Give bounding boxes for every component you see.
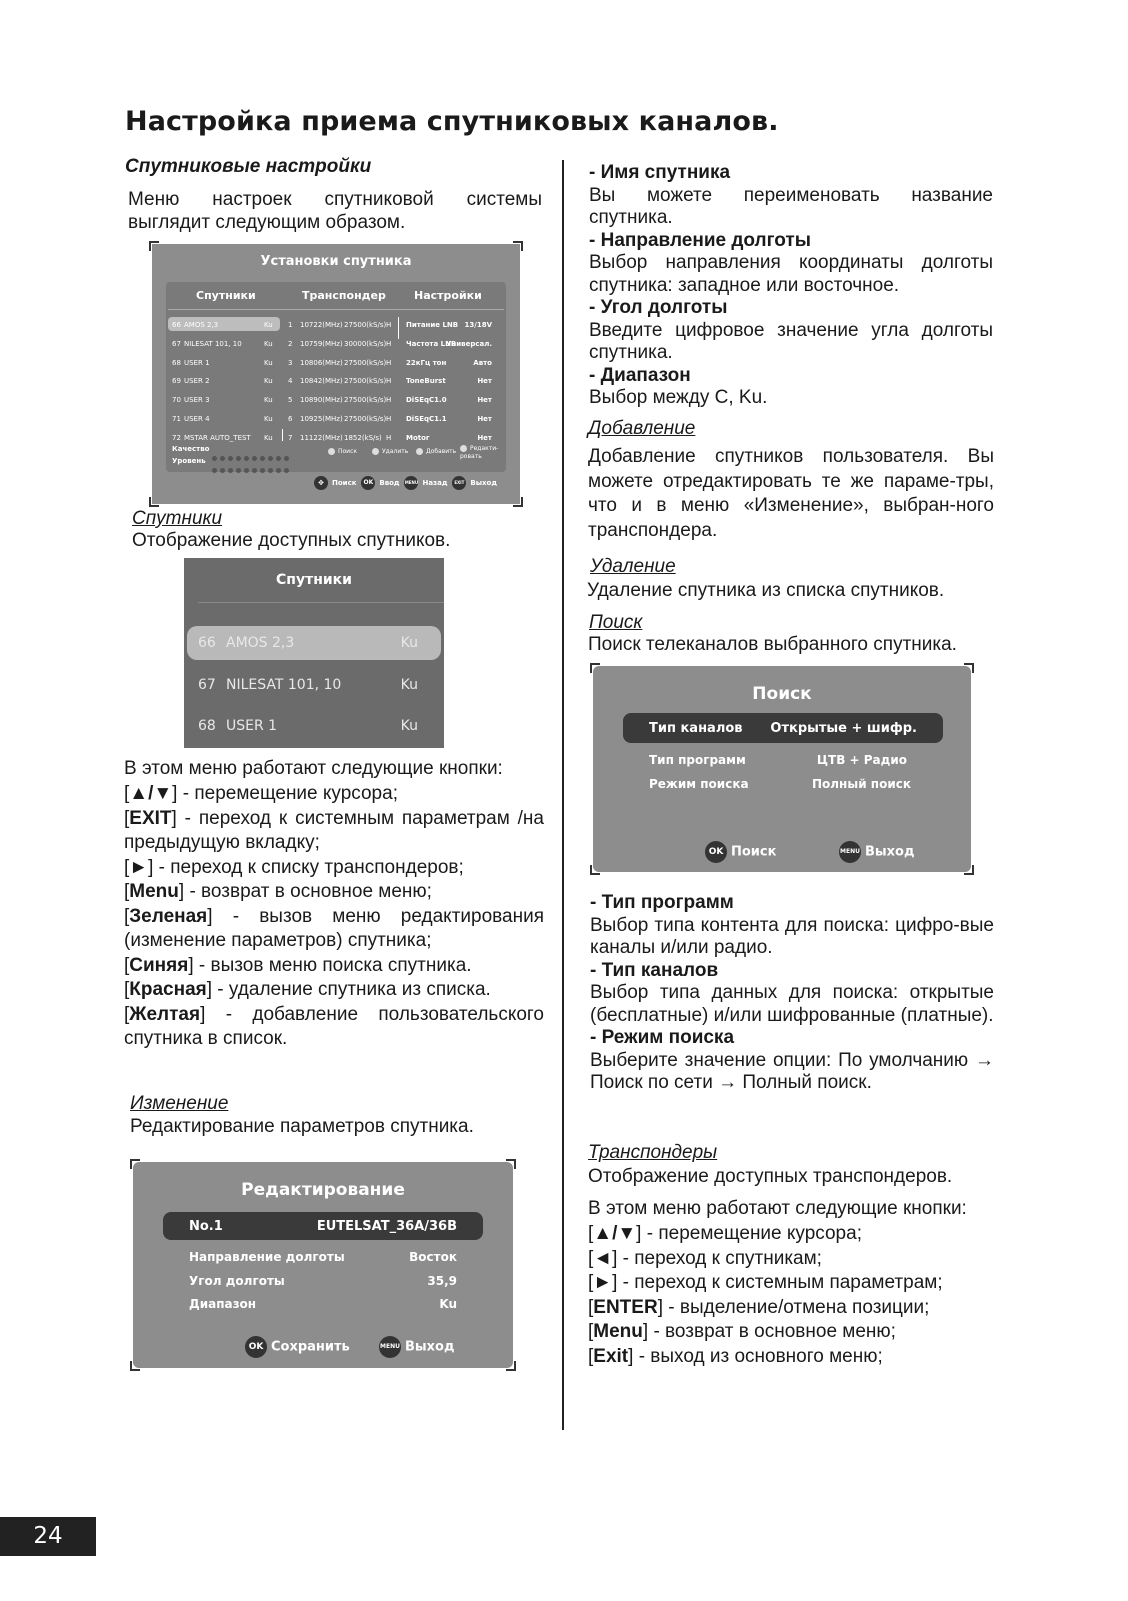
tp-symbolrate: 27500(kS/s) — [344, 415, 387, 423]
row-key: Тип каналов — [649, 720, 743, 736]
exit-icon: EXIT — [452, 476, 466, 490]
key-item: [►] - переход к системным параметрам; — [588, 1272, 943, 1293]
row-value: Восток — [409, 1250, 457, 1264]
sat-band: Ku — [264, 377, 273, 386]
key-name: ▲/▼ — [129, 783, 173, 804]
sat-band: Ku — [264, 339, 273, 348]
sat-name: USER 1 — [184, 358, 210, 367]
param-desc: Вы можете переименовать название спутника. — [589, 184, 993, 228]
param-title: - Режим поиска — [590, 1027, 735, 1048]
screen-title: Поиск — [752, 684, 812, 704]
edit-row-angle[interactable] — [163, 1270, 483, 1292]
add-desc: Добавление спутников пользователя. Вы можете отредактировать те же параме-тры, что и в меню «Изменение», выбран-ного транспондера. — [588, 446, 994, 541]
key-description: - выход из основного меню; — [633, 1345, 883, 1367]
setup-row[interactable] — [166, 433, 506, 447]
row-value: 35,9 — [427, 1274, 457, 1288]
tp-polarity: H — [386, 433, 392, 442]
menu-icon: MENU — [379, 1336, 401, 1358]
row-key: Направление долготы — [189, 1250, 345, 1264]
search-row-channel-type[interactable] — [623, 713, 943, 743]
tp-number: 2 — [288, 339, 293, 348]
tp-number: 4 — [288, 377, 293, 386]
sat-number: 69 — [172, 377, 181, 386]
ok-icon: OK — [245, 1336, 267, 1358]
setting-key: DiSEqC1.0 — [406, 396, 447, 405]
setting-key: DiSEqC1.1 — [406, 415, 447, 423]
search-row-program-type[interactable] — [623, 749, 943, 771]
exit-hint[interactable]: MENU Выход — [839, 841, 914, 863]
delete-desc: Удаление спутника из списка спутников. — [587, 580, 945, 601]
left-key-list — [124, 782, 544, 1052]
right-keys-intro: В этом меню работают следующие кнопки: — [588, 1198, 967, 1219]
tp-symbolrate: 27500(kS/s) — [344, 396, 387, 405]
satellites-desc: Отображение доступных спутников. — [132, 530, 451, 551]
sat-name: USER 3 — [184, 396, 210, 405]
green-delete-button[interactable]: Удалить — [372, 448, 408, 455]
intro-text: Меню настроек спутниковой системы выглядит следующим образом. — [128, 189, 542, 233]
tp-polarity: H — [386, 415, 392, 423]
sat-number: 71 — [172, 415, 181, 423]
tp-frequency: 10925(MHz) — [300, 415, 343, 423]
transponders-subtitle: Транспондеры — [588, 1142, 718, 1163]
sat-number: 67 — [198, 676, 216, 693]
key-item: [ENTER] - выделение/отмена позиции; — [588, 1296, 930, 1318]
setting-value: Нет — [477, 377, 492, 386]
key-item: [Menu] - возврат в основное меню; — [124, 881, 432, 902]
sat-number: 68 — [198, 718, 216, 734]
param-title: - Диапазон — [589, 364, 691, 386]
setup-row[interactable] — [166, 358, 506, 372]
column-divider — [562, 160, 564, 1430]
sat-band: Ku — [400, 676, 418, 693]
key-name: Зеленая — [129, 905, 208, 927]
tp-number: 3 — [288, 358, 293, 367]
key-item: [▲/▼] - перемещение курсора; — [588, 1223, 862, 1244]
tp-polarity: H — [386, 339, 392, 348]
setup-row[interactable] — [166, 320, 506, 334]
sat-number: 67 — [172, 339, 181, 348]
nav-bar: ✥ Поиск OK Ввод MENU Назад EXIT Выход — [314, 476, 497, 490]
level-label: Уровень — [172, 457, 206, 465]
setting-value: Нет — [477, 415, 492, 423]
keys-intro: В этом меню работают следующие кнопки: — [124, 758, 503, 779]
tp-polarity: H — [386, 377, 392, 386]
key-name: Exit — [593, 1345, 629, 1367]
key-description: - выделение/отмена позиции; — [662, 1296, 930, 1318]
right-key-list — [588, 1222, 1008, 1369]
sat-band: Ku — [264, 415, 273, 423]
search-row-mode[interactable] — [623, 773, 943, 795]
screen-title: Установки спутника — [260, 254, 412, 269]
row-value: Открытые + шифр. — [770, 720, 917, 736]
menu-icon: MENU — [839, 841, 861, 863]
key-item: [▲/▼] - перемещение курсора; — [124, 783, 398, 804]
sat-number: 72 — [172, 433, 181, 442]
tp-frequency: 10759(MHz) — [300, 339, 343, 348]
key-item: [Красная] - удаление спутника из списка. — [124, 979, 491, 1000]
screen-title: Редактирование — [241, 1180, 405, 1200]
save-hint[interactable]: OK Сохранить — [245, 1336, 350, 1358]
sat-name: USER 4 — [184, 415, 210, 423]
setting-key: ToneBurst — [406, 377, 446, 386]
key-description: - переход к спутникам; — [617, 1247, 822, 1269]
tp-symbolrate: 30000(kS/s) — [344, 339, 387, 348]
param-title: - Тип программ — [590, 892, 734, 913]
tp-frequency: 11122(MHz) — [300, 433, 343, 442]
right-params-2 — [590, 892, 994, 1095]
setting-value: 13/18V — [464, 321, 492, 329]
sat-band: Ku — [264, 433, 273, 442]
satellite-row[interactable] — [184, 670, 444, 700]
page-number: 24 — [0, 1517, 96, 1556]
transponders-desc: Отображение доступных транспондеров. — [588, 1166, 953, 1187]
tp-symbolrate: 27500(kS/s) — [344, 377, 387, 386]
setting-value: Универсал. — [446, 339, 492, 348]
sat-name: AMOS 2,3 — [226, 635, 295, 651]
key-description: - перемещение курсора; — [177, 783, 398, 804]
section-title: Спутниковые настройки — [125, 156, 372, 177]
key-description: - вызов меню поиска спутника. — [193, 954, 472, 976]
key-item: [Exit] - выход из основного меню; — [588, 1345, 883, 1367]
level-meter — [212, 458, 292, 477]
tp-symbolrate: 27500(kS/s) — [344, 321, 387, 329]
key-name: ► — [129, 856, 149, 878]
navigate-icon: ✥ — [314, 476, 328, 490]
quality-label: Качество — [172, 445, 210, 453]
param-title: - Имя спутника — [589, 162, 731, 183]
exit-hint[interactable]: MENU Выход — [379, 1336, 454, 1358]
yellow-add-button[interactable]: Добавить — [416, 448, 456, 455]
key-description: - добавление пользовательского спутника в список. — [124, 1003, 544, 1049]
edit-row-direction[interactable] — [163, 1246, 483, 1268]
row-key: Режим поиска — [649, 777, 749, 791]
param-title: - Направление долготы — [589, 229, 811, 251]
key-name: ◄ — [593, 1247, 613, 1269]
key-description: - удаление спутника из списка. — [212, 979, 491, 1000]
row-value: Ku — [439, 1297, 457, 1311]
key-name: Синяя — [129, 954, 189, 976]
row-value: EUTELSAT_36A/36B — [316, 1218, 457, 1234]
key-description: - переход к системным параметрам /на предыдущую вкладку; — [124, 807, 544, 853]
sat-band: Ku — [400, 718, 418, 734]
sat-name: AMOS 2,3 — [184, 321, 219, 329]
key-name: ▲/▼ — [593, 1223, 637, 1244]
tp-number: 5 — [288, 396, 293, 405]
key-item: [Синяя] - вызов меню поиска спутника. — [124, 954, 472, 976]
param-desc: Выбор типа контента для поиска: цифро-вые каналы и/или радио. — [590, 914, 994, 958]
edit-row-number[interactable] — [163, 1212, 483, 1240]
setup-row[interactable] — [166, 376, 506, 390]
setting-key: Motor — [406, 433, 430, 442]
tp-frequency: 10806(MHz) — [300, 358, 343, 367]
tp-number: 7 — [288, 433, 293, 442]
tp-number: 1 — [288, 321, 293, 329]
tp-frequency: 10842(MHz) — [300, 377, 343, 386]
sat-band: Ku — [264, 358, 273, 367]
key-name: ► — [593, 1272, 613, 1293]
key-name: Menu — [129, 881, 179, 902]
param-desc: Выбор между C, Ku. — [589, 387, 768, 408]
tp-polarity: H — [386, 358, 392, 367]
sat-name: NILESAT 101, 10 — [226, 676, 342, 693]
row-key: Тип программ — [649, 753, 746, 767]
col-transponder: Транспондер — [302, 289, 386, 302]
key-name: Красная — [129, 979, 207, 1000]
key-item: [◄] - переход к спутникам; — [588, 1247, 822, 1269]
edit-screen — [133, 1162, 513, 1368]
tp-polarity: H — [386, 321, 392, 329]
setting-value: Нет — [477, 396, 492, 405]
key-description: - вызов меню редактирования (изменение параметров) спутника; — [124, 905, 544, 951]
search-hint[interactable]: OK Поиск — [705, 841, 776, 863]
setup-panel — [166, 282, 506, 472]
tp-polarity: H — [386, 396, 392, 405]
sat-number: 68 — [172, 358, 181, 367]
key-item: [Желтая] - добавление пользовательского спутника в список. — [124, 1003, 544, 1049]
row-value: ЦТВ + Радио — [816, 753, 907, 767]
col-satellites: Спутники — [196, 289, 256, 302]
key-item: [Зеленая] - вызов меню редактирования (изменение параметров) спутника; — [124, 905, 544, 951]
key-item: [Menu] - возврат в основное меню; — [588, 1321, 896, 1342]
red-search-button[interactable]: Поиск — [328, 448, 357, 455]
screen-title: Спутники — [276, 572, 352, 588]
param-title: - Тип каналов — [590, 959, 719, 981]
setting-key: Питание LNB — [406, 321, 459, 329]
sat-number: 66 — [172, 321, 181, 329]
key-item: [EXIT] - переход к системным параметрам /на предыдущую вкладку; — [124, 807, 544, 853]
setting-key: 22кГц тон — [406, 358, 447, 367]
key-item: [►] - переход к списку транспондеров; — [124, 856, 464, 878]
param-title: - Угол долготы — [589, 297, 728, 318]
sat-number: 66 — [198, 635, 216, 651]
search-desc: Поиск телеканалов выбранного спутника. — [588, 634, 957, 655]
param-desc: Выберите значение опции: По умолчанию → Поиск по сети → Полный поиск. — [590, 1049, 994, 1093]
add-subtitle: Добавление — [588, 418, 696, 439]
setting-key: Частота LNB — [406, 339, 457, 348]
sat-name: MSTAR AUTO_TEST — [184, 433, 251, 442]
setting-value: Авто — [473, 358, 492, 367]
row-value: Полный поиск — [811, 777, 911, 791]
sat-band: Ku — [264, 321, 273, 329]
param-desc: Введите цифровое значение угла долготы спутника. — [589, 319, 993, 363]
sat-name: NILESAT 101, 10 — [184, 339, 242, 348]
sat-name: USER 2 — [184, 377, 210, 386]
setting-value: Нет — [477, 433, 492, 442]
param-desc: Выбор направления координаты долготы спутника: западное или восточное. — [589, 252, 993, 296]
sat-name: USER 1 — [226, 718, 278, 734]
search-subtitle: Поиск — [589, 612, 643, 633]
edit-desc: Редактирование параметров спутника. — [130, 1116, 474, 1137]
page-title: Настройка приема спутниковых каналов. — [125, 106, 779, 137]
tp-symbolrate: 1852(kS/s) — [344, 433, 382, 442]
setup-row[interactable] — [166, 395, 506, 409]
satellite-setup-screen — [152, 244, 520, 504]
key-name: EXIT — [129, 807, 172, 829]
row-key: No.1 — [189, 1218, 223, 1234]
sat-band: Ku — [400, 635, 418, 651]
edit-row-band[interactable] — [163, 1293, 483, 1315]
satellites-subtitle: Спутники — [132, 508, 223, 529]
row-key: Диапазон — [189, 1297, 257, 1311]
key-description: - переход к системным параметрам; — [617, 1272, 943, 1293]
key-description: - возврат в основное меню; — [648, 1321, 896, 1342]
sat-band: Ku — [264, 396, 273, 405]
satellite-row[interactable] — [184, 711, 444, 741]
key-name: Menu — [593, 1321, 643, 1342]
edit-subtitle: Изменение — [130, 1093, 229, 1114]
blue-edit-button[interactable]: Редакти-ровать — [460, 445, 499, 460]
col-settings: Настройки — [414, 289, 482, 302]
delete-subtitle: Удаление — [590, 556, 676, 577]
sat-number: 70 — [172, 396, 181, 405]
satellites-list-screen — [184, 558, 444, 748]
tp-frequency: 10890(MHz) — [300, 396, 343, 405]
setup-row[interactable] — [166, 414, 506, 428]
satellite-row[interactable] — [184, 628, 444, 658]
key-description: - переход к списку транспондеров; — [153, 856, 464, 878]
tp-frequency: 10722(MHz) — [300, 321, 343, 329]
tp-number: 6 — [288, 415, 293, 423]
ok-icon: OK — [361, 476, 375, 490]
param-desc: Выбор типа данных для поиска: открытые (бесплатные) и/или шифрованные (платные). — [590, 982, 994, 1026]
key-name: ENTER — [593, 1296, 658, 1318]
menu-icon: MENU — [404, 476, 418, 490]
key-description: - перемещение курсора; — [641, 1223, 862, 1244]
search-screen — [593, 666, 971, 872]
key-name: Желтая — [129, 1003, 201, 1025]
tp-symbolrate: 27500(kS/s) — [344, 358, 387, 367]
row-key: Угол долготы — [189, 1274, 285, 1288]
right-params-1 — [589, 162, 993, 410]
key-description: - возврат в основное меню; — [184, 881, 432, 902]
ok-icon: OK — [705, 841, 727, 863]
setup-row[interactable] — [166, 339, 506, 353]
